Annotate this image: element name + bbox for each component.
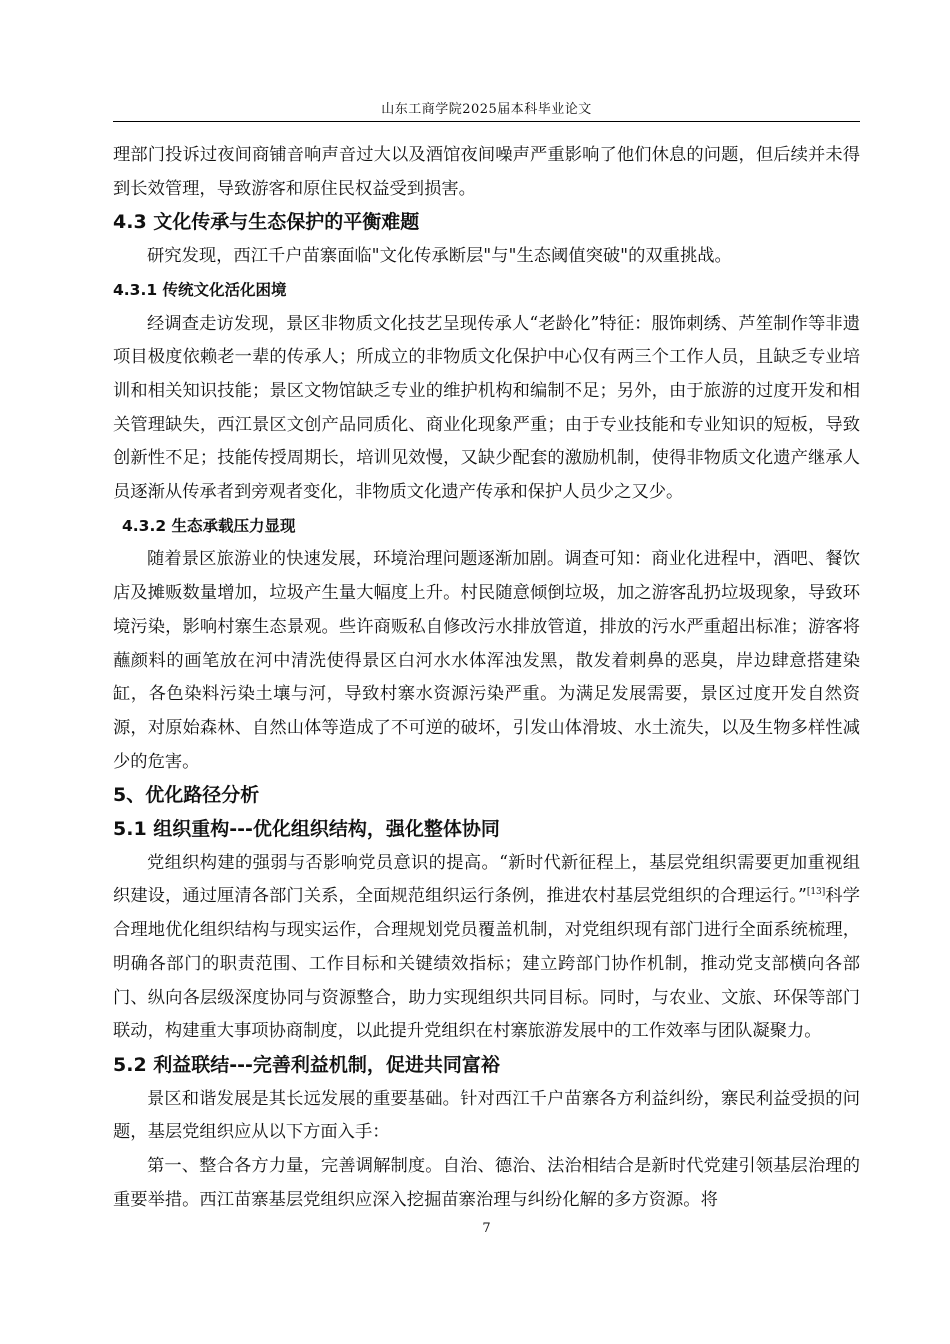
heading-4-3: 4.3 文化传承与生态保护的平衡难题 (113, 211, 420, 234)
heading-5-1: 5.1 组织重构---优化组织结构，强化整体协同 (113, 818, 500, 841)
page-header: 山东工商学院2025届本科毕业论文 (381, 102, 592, 117)
paragraph-first-measure: 第一、整合各方力量，完善调解制度。自治、德治、法治相结合是新时代党建引领基层治理的重要举措。西江苗寨基层党组织应深入挖掘苗寨治理与纠纷化解的多方资源。将 (113, 1156, 860, 1210)
citation-ref: [13] (806, 887, 826, 898)
header-rule (113, 121, 860, 122)
paragraph-culture-dilemma: 经调查走访发现，景区非物质文化技艺呈现传承人“老龄化”特征：服饰刺绣、芦笙制作等非遗项目极度依赖老一辈的传承人；所成立的非物质文化保护中心仅有两三个工作人员，且缺乏专业培训和相关知识技能；景区文物馆缺乏专业的维护机构和编制不足；另外，由于旅游的过度开发和相关管理缺失，西江景区文创产品同质化、商业化现象严重；由于专业技能和专业知识的短板，导致创新性不足；技能传授周期长，培训见效慢，又缺少配套的激励机制，使得非物质文化遗产继承人员逐渐从传承者到旁观者变化，非物质文化遗产传承和保护人员少之又少。 (113, 313, 860, 503)
paragraph-continuation: 理部门投诉过夜间商铺音响声音过大以及酒馆夜间噪声严重影响了他们休息的问题，但后续并未得到长效管理，导致游客和原住民权益受到损害。 (113, 145, 860, 199)
paragraph-organization-part-a: 党组织构建的强弱与否影响党员意识的提高。“新时代新征程上，基层党组织需要更加重视组织建设，通过厘清各部门关系，全面规范组织运行条例，推进农村基层党组织的合理运行。” (113, 852, 860, 907)
paragraph-organization-part-b: 科学合理地优化组织结构与现实运作，合理规划党员覆盖机制，对党组织现有部门进行全面系统梳理，明确各部门的职责范围、工作目标和关键绩效指标；建立跨部门协作机制，推动党支部横向各部门、纵向各层级深度协同与资源整合，助力实现组织共同目标。同时，与农业、文旅、环保等部门联动，构建重大事项协商制度，以此提升党组织在村寨旅游发展中的工作效率与团队凝聚力。 (113, 886, 860, 1042)
paragraph-interest: 景区和谐发展是其长远发展的重要基础。针对西江千户苗寨各方利益纠纷，寨民利益受损的问题，基层党组织应从以下方面入手： (113, 1088, 860, 1143)
paragraph-organization (113, 847, 860, 1049)
heading-5: 5、优化路径分析 (113, 784, 260, 807)
page-body (113, 139, 860, 1218)
heading-4-3-2: 4.3.2 生态承载压力显现 (122, 516, 296, 535)
heading-4-3-1: 4.3.1 传统文化活化困境 (113, 280, 287, 299)
paragraph-research-finding: 研究发现，西江千户苗寨面临"文化传承断层"与"生态阈值突破"的双重挑战。 (147, 246, 732, 267)
paragraph-ecology-pressure: 随着景区旅游业的快速发展，环境治理问题逐渐加剧。调查可知：商业化进程中，酒吧、餐饮店及摊贩数量增加，垃圾产生量大幅度上升。村民随意倾倒垃圾，加之游客乱扔垃圾现象，导致环境污染，影响村寨生态景观。些许商贩私自修改污水排放管道，排放的污水严重超出标准；游客将蘸颜料的画笔放在河中清洗使得景区白河水水体浑浊发黑，散发着刺鼻的恶臭，岸边肆意搭建染缸，各色染料污染土壤与河，导致村寨水资源污染严重。为满足发展需要，景区过度开发自然资源，对原始森林、自然山体等造成了不可逆的破坏，引发山体滑坡、水土流失，以及生物多样性减少的危害。 (113, 549, 860, 772)
page-number: 7 (482, 1221, 491, 1236)
heading-5-2: 5.2 利益联结---完善利益机制，促进共同富裕 (113, 1053, 500, 1076)
